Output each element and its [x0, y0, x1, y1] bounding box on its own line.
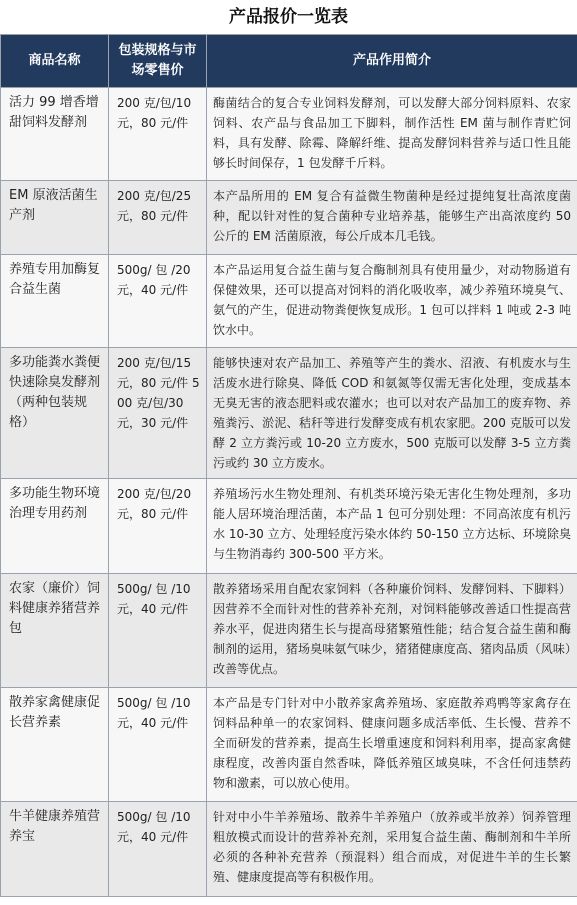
table-row — [1, 802, 577, 897]
package-price-cell: 500g/ 包 /10 元，40 元/件 — [109, 688, 207, 802]
product-name-cell: 养殖专用加酶复合益生菌 — [1, 255, 109, 348]
description-cell: 针对中小牛羊养殖场、散养牛羊养殖户（放养或半放养）饲养管理粗放模式而设计的营养补充剂，采用复合益生菌、酶制剂和牛羊所必须的各种补充营养（预混料）组合而成，对促进牛羊的生长繁殖、健康度提高等有积极作用。 — [207, 802, 577, 897]
description-cell: 本产品所用的 EM 复合有益微生物菌种是经过提纯复壮高浓度菌种，配以针对性的复合菌种专业培养基，能够生产出高浓度约 50 公斤的 EM 活菌原液，每公斤成本几毛钱。 — [207, 181, 577, 255]
table-header-row — [1, 35, 577, 88]
description-cell: 散养猪场采用自配农家饲料（各种廉价饲料、发酵饲料、下脚料）因营养不全而针对性的营养补充剂，对饲料能够改善适口性提高营养水平，促进肉猪生长与提高母猪繁殖性能；结合复合益生菌和酶制剂的运用，猪场臭味氨气味少，猪猪健康度高、猪肉品质（风味）改善等优点。 — [207, 574, 577, 688]
header-product-name: 商品名称 — [1, 35, 109, 88]
package-price-cell: 200 克/包/20 元，80 元/件 — [109, 479, 207, 574]
description-cell: 酶菌结合的复合专业饲料发酵剂，可以发酵大部分饲料原料、农家饲料、农产品与食品加工下脚料，制作活性 EM 菌与制作青贮饲料，具有发酵、除霉、降解纤维、提高发酵饲料营养与适口性且能够长时间保存，1 包发酵千斤料。 — [207, 88, 577, 181]
table-row — [1, 181, 577, 255]
package-price-cell: 500g/ 包 /10 元，40 元/件 — [109, 574, 207, 688]
price-table — [0, 34, 577, 897]
package-price-cell: 200 克/包/15 元，80 元/件 500 克/包/30 元，30 元/件 — [109, 348, 207, 479]
package-price-cell: 500g/ 包 /20 元，40 元/件 — [109, 255, 207, 348]
product-name-cell: 多功能生物环境治理专用药剂 — [1, 479, 109, 574]
table-row — [1, 688, 577, 802]
product-name-cell: 农家（廉价）饲料健康养猪营养包 — [1, 574, 109, 688]
description-cell: 养殖场污水生物处理剂、有机类环境污染无害化生物处理剂，多功能人居环境治理活菌，本产品 1 包可分别处理：不同高浓度有机污水 10-30 立方、处理轻度污染水体约 50-150 立方达标、环境除臭与生物消毒约 300-500 平方米。 — [207, 479, 577, 574]
product-name-cell: 多功能粪水粪便快速除臭发酵剂（两种包装规格） — [1, 348, 109, 479]
table-row — [1, 348, 577, 479]
table-row — [1, 255, 577, 348]
product-name-cell: 活力 99 增香增甜饲料发酵剂 — [1, 88, 109, 181]
description-cell: 能够快速对农产品加工、养殖等产生的粪水、沼液、有机废水与生活废水进行除臭、降低 COD 和氨氮等仅需无害化处理，变成基本无臭无害的液态肥料或农灌水；也可以对农产品加工的废弃物、养殖粪污、淤泥、秸秆等进行发酵变成有机农家肥。200 克版可以发酵 2 立方粪污或 10-20 立方废水，500 克版可以发酵 3-5 立方粪污或约 30 立方废水。 — [207, 348, 577, 479]
package-price-cell: 200 克/包/25 元，80 元/件 — [109, 181, 207, 255]
page-title: 产品报价一览表 — [229, 7, 348, 27]
header-package-price: 包装规格与市场零售价 — [109, 35, 207, 88]
table-row — [1, 574, 577, 688]
header-product-description: 产品作用简介 — [207, 35, 577, 88]
package-price-cell: 500g/ 包 /10 元，40 元/件 — [109, 802, 207, 897]
description-cell: 本产品是专门针对中小散养家禽养殖场、家庭散养鸡鸭等家禽存在饲料品种单一的农家饲料、健康问题多成活率低、生长慢、营养不全而研发的营养素，提高生长增重速度和饲料利用率，提高家禽健康程度，改善肉蛋自然香味，降低养殖区域臭味，不含任何违禁药物和激素，可以放心使用。 — [207, 688, 577, 802]
table-row — [1, 479, 577, 574]
description-cell: 本产品运用复合益生菌与复合酶制剂具有使用量少，对动物肠道有保健效果，还可以提高对饲料的消化吸收率，减少养殖环境臭气、氨气的产生，促进动物粪便恢复成形。1 包可以拌料 1 吨或 2-3 吨饮水中。 — [207, 255, 577, 348]
product-name-cell: 散养家禽健康促长营养素 — [1, 688, 109, 802]
table-row — [1, 88, 577, 181]
package-price-cell: 200 克/包/10 元，80 元/件 — [109, 88, 207, 181]
product-name-cell: EM 原液活菌生产剂 — [1, 181, 109, 255]
product-name-cell: 牛羊健康养殖营养宝 — [1, 802, 109, 897]
